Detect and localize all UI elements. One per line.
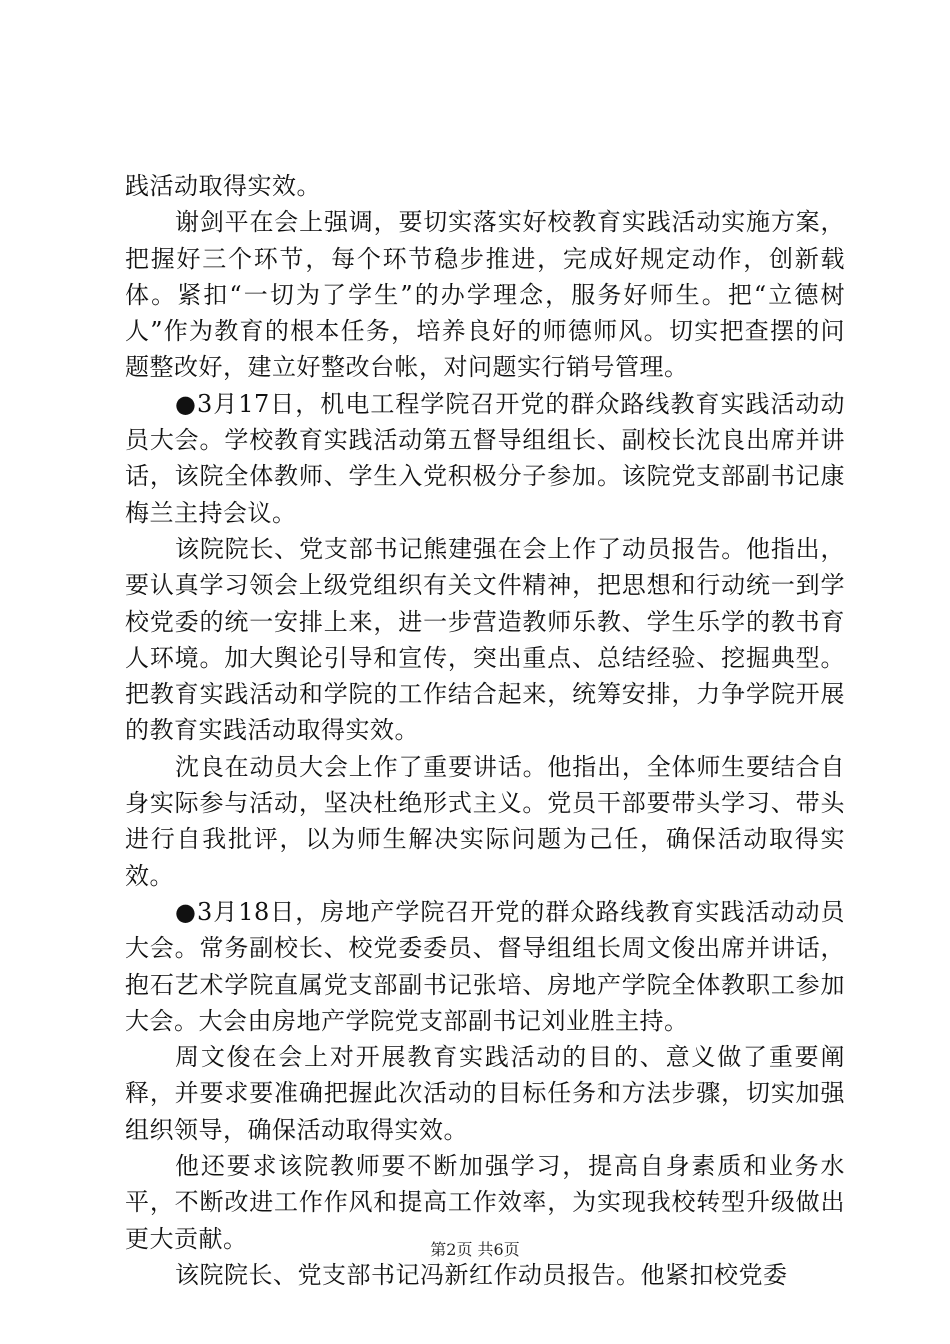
paragraph-7: 周文俊在会上对开展教育实践活动的目的、意义做了重要阐释，并要求要准确把握此次活动的目标任务和方法步骤，切实加强组织领导，确保活动取得实效。	[125, 1043, 845, 1144]
page-footer	[0, 1240, 950, 1260]
page-number-label: 第2页 共6页	[430, 1240, 520, 1259]
paragraph-5: 沈良在动员大会上作了重要讲话。他指出，全体师生要结合自身实际参与活动，坚决杜绝形式主义。党员干部要带头学习、带头进行自我批评，以为师生解决实际问题为己任，确保活动取得实效。	[125, 752, 845, 890]
paragraph-1: 践活动取得实效。	[125, 172, 321, 200]
paragraph-6: ●3月18日，房地产学院召开党的群众路线教育实践活动动员大会。常务副校长、校党委委员、督导组组长周文俊出席并讲话，抱石艺术学院直属党支部副书记张培、房地产学院全体教职工参加大会。大会由房地产学院党支部副书记刘业胜主持。	[125, 897, 845, 1035]
paragraph-2: 谢剑平在会上强调，要切实落实好校教育实践活动实施方案，把握好三个环节，每个环节稳步推进，完成好规定动作，创新载体。紧扣“一切为了学生”的办学理念，服务好师生。把“立德树人”作为教育的根本任务，培养良好的师德师风。切实把查摆的问题整改好，建立好整改台帐，对问题实行销号管理。	[125, 208, 845, 382]
paragraph-3: ●3月17日，机电工程学院召开党的群众路线教育实践活动动员大会。学校教育实践活动第五督导组组长、副校长沈良出席并讲话，该院全体教师、学生入党积极分子参加。该院党支部副书记康梅兰主持会议。	[125, 389, 845, 527]
paragraph-4: 该院院长、党支部书记熊建强在会上作了动员报告。他指出，要认真学习领会上级党组织有关文件精神，把思想和行动统一到学校党委的统一安排上来，进一步营造教师乐教、学生乐学的教书育人环境。加大舆论引导和宣传，突出重点、总结经验、挖掘典型。把教育实践活动和学院的工作结合起来，统筹安排，力争学院开展的教育实践活动取得实效。	[125, 534, 845, 745]
paragraph-9: 该院院长、党支部书记冯新红作动员报告。他紧扣校党委	[175, 1260, 788, 1289]
document-body	[125, 168, 845, 1293]
paragraph-8: 他还要求该院教师要不断加强学习，提高自身素质和业务水平，不断改进工作作风和提高工作效率，为实现我校转型升级做出更大贡献。	[125, 1152, 845, 1253]
